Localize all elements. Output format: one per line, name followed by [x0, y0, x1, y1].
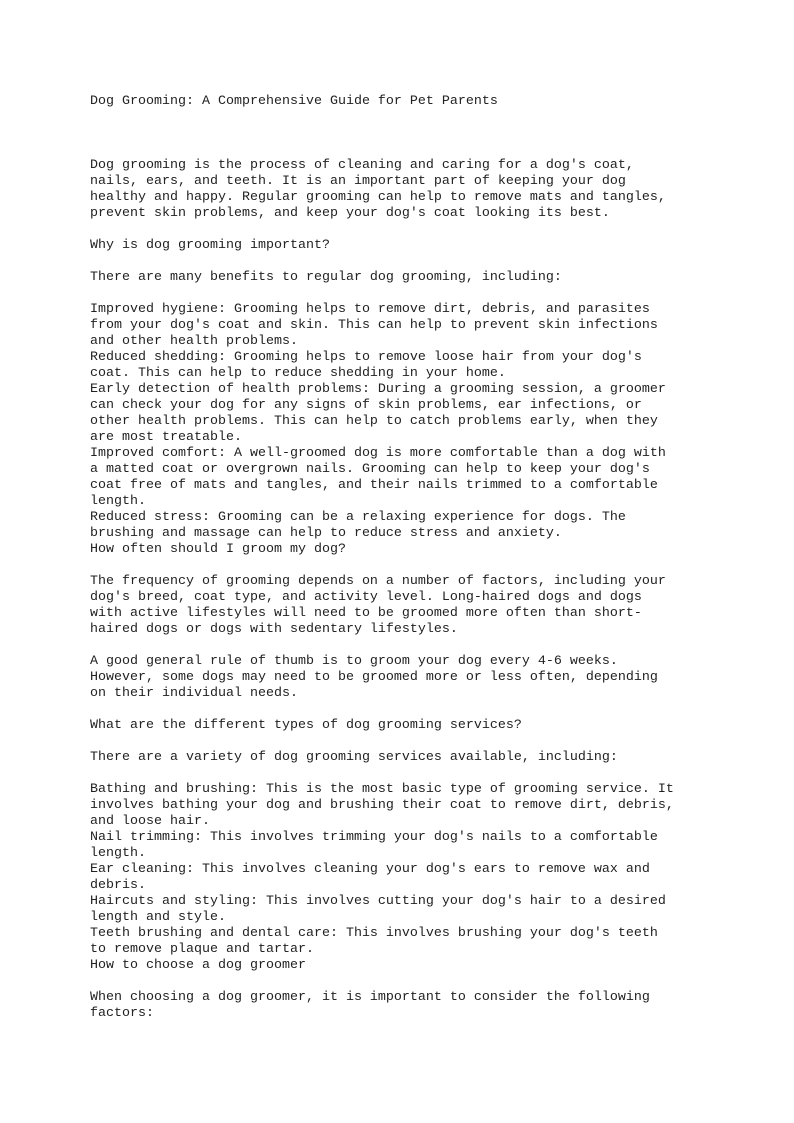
blank-line — [90, 142, 674, 158]
text-line: How often should I groom my dog? — [90, 542, 346, 557]
blank-line — [90, 974, 674, 990]
blank-line — [90, 286, 674, 302]
text-line: How to choose a dog groomer — [90, 958, 306, 973]
text-line: coat free of mats and tangles, and their nails trimmed to a comfortable — [90, 478, 658, 493]
document-body — [90, 94, 674, 1022]
text-line: haired dogs or dogs with sedentary lifestyles. — [90, 622, 458, 637]
text-line: However, some dogs may need to be groomed more or less often, depending — [90, 670, 658, 685]
blank-line — [90, 702, 674, 718]
document-title: Dog Grooming: A Comprehensive Guide for Pet Parents — [90, 94, 498, 109]
text-line: Dog grooming is the process of cleaning and caring for a dog's coat, — [90, 158, 634, 173]
text-line: Why is dog grooming important? — [90, 238, 330, 253]
text-line: What are the different types of dog grooming services? — [90, 718, 522, 733]
text-line: Early detection of health problems: During a grooming session, a groomer — [90, 382, 666, 397]
text-line: Teeth brushing and dental care: This involves brushing your dog's teeth — [90, 926, 658, 941]
text-line: length. — [90, 846, 146, 861]
text-line: Improved comfort: A well-groomed dog is more comfortable than a dog with — [90, 446, 666, 461]
text-line: There are many benefits to regular dog grooming, including: — [90, 270, 562, 285]
blank-line — [90, 110, 674, 126]
text-line: and other health problems. — [90, 334, 298, 349]
text-line: involves bathing your dog and brushing their coat to remove dirt, debris, — [90, 798, 674, 813]
text-line: other health problems. This can help to catch problems early, when they — [90, 414, 658, 429]
text-line: prevent skin problems, and keep your dog's coat looking its best. — [90, 206, 610, 221]
text-line: A good general rule of thumb is to groom your dog every 4-6 weeks. — [90, 654, 618, 669]
blank-line — [90, 766, 674, 782]
text-line: factors: — [90, 1006, 154, 1021]
text-line: to remove plaque and tartar. — [90, 942, 314, 957]
text-line: Bathing and brushing: This is the most basic type of grooming service. It — [90, 782, 674, 797]
text-line: can check your dog for any signs of skin problems, ear infections, or — [90, 398, 642, 413]
text-line: Ear cleaning: This involves cleaning your dog's ears to remove wax and — [90, 862, 650, 877]
text-line: Improved hygiene: Grooming helps to remove dirt, debris, and parasites — [90, 302, 650, 317]
text-line: debris. — [90, 878, 146, 893]
text-line: from your dog's coat and skin. This can help to prevent skin infections — [90, 318, 658, 333]
text-line: There are a variety of dog grooming services available, including: — [90, 750, 618, 765]
text-line: The frequency of grooming depends on a number of factors, including your — [90, 574, 666, 589]
text-line: Haircuts and styling: This involves cutting your dog's hair to a desired — [90, 894, 666, 909]
blank-line — [90, 126, 674, 142]
blank-line — [90, 638, 674, 654]
text-line: brushing and massage can help to reduce stress and anxiety. — [90, 526, 562, 541]
text-line: length and style. — [90, 910, 226, 925]
text-line: healthy and happy. Regular grooming can help to remove mats and tangles, — [90, 190, 666, 205]
text-line: When choosing a dog groomer, it is important to consider the following — [90, 990, 650, 1005]
text-line: nails, ears, and teeth. It is an important part of keeping your dog — [90, 174, 626, 189]
blank-line — [90, 222, 674, 238]
text-line: Reduced shedding: Grooming helps to remove loose hair from your dog's — [90, 350, 642, 365]
text-line: Nail trimming: This involves trimming your dog's nails to a comfortable — [90, 830, 658, 845]
blank-line — [90, 254, 674, 270]
text-line: coat. This can help to reduce shedding in your home. — [90, 366, 506, 381]
blank-line — [90, 558, 674, 574]
text-line: Reduced stress: Grooming can be a relaxing experience for dogs. The — [90, 510, 626, 525]
blank-line — [90, 734, 674, 750]
text-line: dog's breed, coat type, and activity level. Long-haired dogs and dogs — [90, 590, 642, 605]
text-line: length. — [90, 494, 146, 509]
text-line: on their individual needs. — [90, 686, 298, 701]
text-line: are most treatable. — [90, 430, 242, 445]
text-line: and loose hair. — [90, 814, 210, 829]
text-line: with active lifestyles will need to be groomed more often than short- — [90, 606, 642, 621]
text-line: a matted coat or overgrown nails. Grooming can help to keep your dog's — [90, 462, 650, 477]
